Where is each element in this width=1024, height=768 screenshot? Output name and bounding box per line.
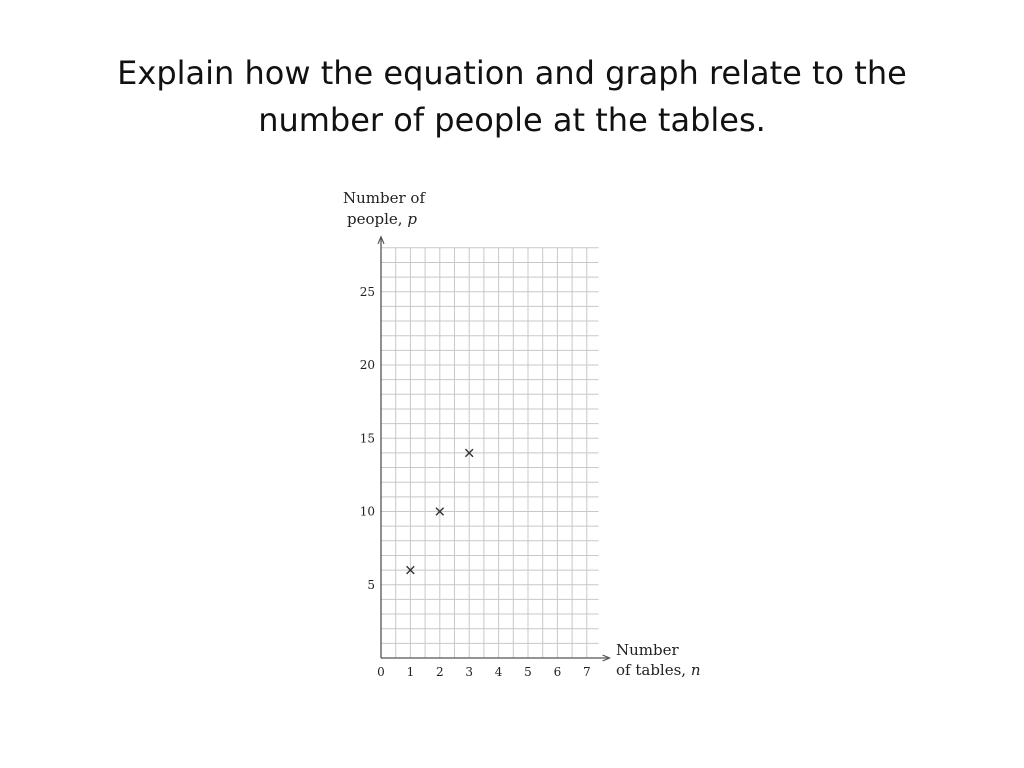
x-tick-label: 5 — [524, 665, 532, 679]
y-tick-label: 20 — [359, 358, 375, 372]
x-axis-label-line-1: Number — [616, 641, 679, 659]
x-axis-label-line-2: of tables, n — [616, 661, 701, 679]
x-tick-label: 2 — [435, 665, 444, 679]
y-tick-label: 10 — [359, 504, 375, 519]
x-tick-label: 3 — [465, 665, 474, 679]
y-tick-label: 25 — [359, 284, 375, 299]
x-tick-label: 4 — [494, 665, 503, 679]
y-axis-label-line-1: Number of — [343, 189, 426, 207]
title-line-2: number of people at the tables. — [258, 101, 766, 139]
title-line-1: Explain how the equation and graph relate to the — [117, 54, 907, 92]
x-tick-label: 1 — [406, 665, 415, 679]
y-axis-label-line-2: people, p — [347, 210, 417, 228]
axes — [378, 237, 610, 661]
x-tick-label: 7 — [582, 665, 591, 679]
y-tick-label: 5 — [367, 577, 375, 592]
y-tick-label: 15 — [359, 431, 375, 446]
grid — [381, 248, 599, 658]
x-tick-label: 0 — [377, 665, 385, 679]
x-tick-label: 6 — [553, 665, 562, 679]
